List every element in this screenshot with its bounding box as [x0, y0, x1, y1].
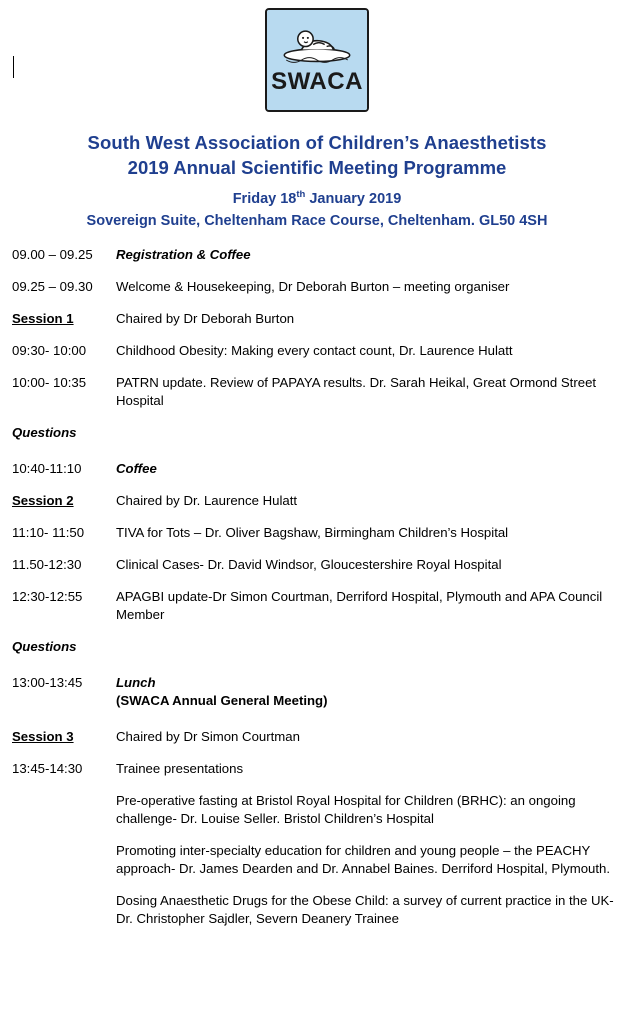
session-chair: Chaired by Dr. Laurence Hulatt [116, 492, 298, 508]
programme-description: Coffee [116, 460, 157, 476]
programme-session-row [12, 310, 622, 328]
programme-time: 11.50-12:30 [12, 556, 82, 572]
page-title-line2: 2019 Annual Scientific Meeting Programme [127, 157, 507, 178]
programme-time: 11:10- 11:50 [12, 524, 85, 540]
logo-container [0, 0, 634, 112]
programme-description: APAGBI update-Dr Simon Courtman, Derriford Hospital, Plymouth and APA Council Member [116, 588, 603, 622]
meeting-date [0, 184, 634, 210]
programme-row [12, 556, 622, 574]
programme-time: 09.00 – 09.25 [12, 246, 93, 262]
lunch-label: Lunch [116, 674, 156, 690]
programme-time: 10:00- 10:35 [12, 374, 87, 390]
trainee-presentation-item: Pre-operative fasting at Bristol Royal Hospital for Children (BRHC): an ongoing challenge- Dr. Louise Seller. Bristol Children’s Hospital [116, 792, 576, 826]
programme-time: 09:30- 10:00 [12, 342, 87, 358]
programme-time: 10:40-11:10 [12, 460, 82, 476]
questions-label: Questions [12, 638, 77, 654]
session-label: Session 1 [12, 310, 74, 326]
programme-row [12, 246, 622, 264]
programme-row [12, 374, 622, 410]
document-header [0, 130, 634, 232]
swaca-logo-graphic [267, 10, 367, 110]
trainee-presentation-item: Dosing Anaesthetic Drugs for the Obese Child: a survey of current practice in the UK- Dr. Christopher Sajdler, Severn Deanery Trainee [116, 892, 614, 926]
agm-label: (SWACA Annual General Meeting) [116, 692, 328, 708]
programme-row [12, 524, 622, 542]
programme-description: Clinical Cases- Dr. David Windsor, Gloucestershire Royal Hospital [116, 556, 502, 572]
programme-description [116, 674, 622, 710]
programme-description: Welcome & Housekeeping, Dr Deborah Burton – meeting organiser [116, 278, 510, 294]
session-label: Session 2 [12, 492, 74, 508]
programme-time: 13:45-14:30 [12, 760, 83, 776]
programme-time: 12:30-12:55 [12, 588, 83, 604]
programme-questions-row [12, 638, 622, 656]
meeting-date-rest: January 2019 [305, 190, 402, 207]
programme-row [12, 674, 622, 710]
programme-row [12, 342, 622, 360]
margin-cursor-mark [13, 56, 14, 78]
meeting-date-prefix: Friday 18 [232, 190, 297, 207]
programme-time: 13:00-13:45 [12, 674, 83, 690]
meeting-date-ordinal: th [296, 189, 306, 200]
trainee-presentation-item: Promoting inter-specialty education for children and young people – the PEACHY approach- Dr. James Dearden and Dr. Annabel Baines. Derriford Hospital, Plymouth. [116, 842, 611, 876]
programme-description [116, 760, 622, 928]
programme-row [12, 278, 622, 296]
session-label: Session 3 [12, 728, 74, 744]
svg-text:SWACA: SWACA [271, 67, 363, 95]
programme-row [12, 760, 622, 928]
swaca-logo [265, 8, 369, 112]
programme-description: Registration & Coffee [116, 246, 251, 262]
programme-description: PATRN update. Review of PAPAYA results. Dr. Sarah Heikal, Great Ormond Street Hospital [116, 374, 597, 408]
questions-label: Questions [12, 424, 77, 440]
programme-time: 09.25 – 09.30 [12, 278, 93, 294]
meeting-venue: Sovereign Suite, Cheltenham Race Course, Cheltenham. GL50 4SH [86, 212, 548, 229]
programme-questions-row [12, 424, 622, 442]
session-chair: Chaired by Dr Simon Courtman [116, 728, 300, 744]
programme-list [0, 246, 634, 928]
programme-row [12, 460, 622, 478]
trainee-heading: Trainee presentations [116, 760, 244, 776]
programme-description: TIVA for Tots – Dr. Oliver Bagshaw, Birmingham Children’s Hospital [116, 524, 509, 540]
programme-session-row [12, 492, 622, 510]
programme-description: Childhood Obesity: Making every contact count, Dr. Laurence Hulatt [116, 342, 513, 358]
programme-session-row [12, 728, 622, 746]
session-chair: Chaired by Dr Deborah Burton [116, 310, 295, 326]
page-title-line1: South West Association of Children’s Anaesthetists [87, 132, 547, 153]
programme-row [12, 588, 622, 624]
